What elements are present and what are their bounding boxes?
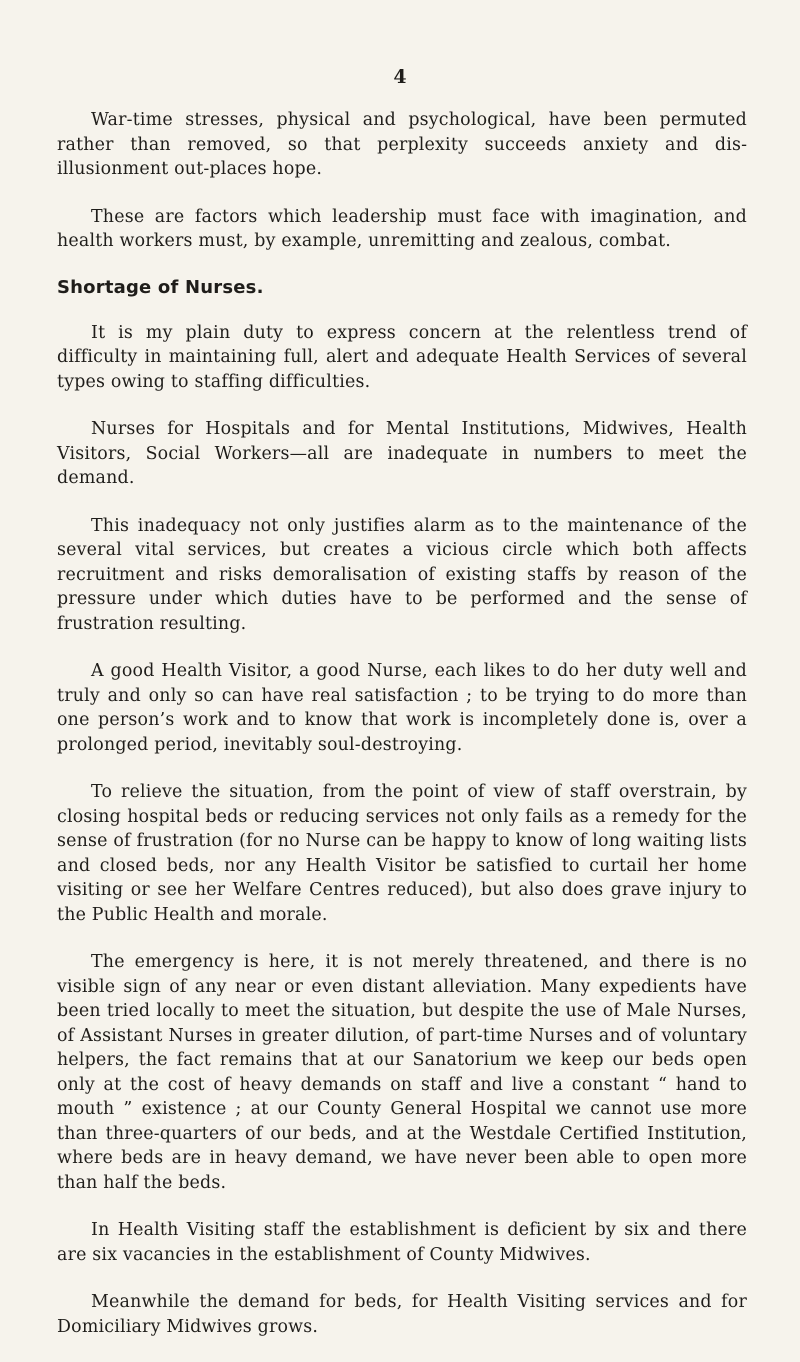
intro-paragraph-2: These are factors which leadership must face with imagination, and health workers must, by example, unremitting and zealous, combat. xyxy=(57,206,747,251)
section-heading: Shortage of Nurses. xyxy=(57,276,264,298)
section-paragraph-8: Meanwhile the demand for beds, for Health Visiting services and for Domiciliary Midwives grows. xyxy=(57,1292,747,1337)
page-content xyxy=(57,108,747,1362)
section-paragraph-7: In Health Visiting staff the establishment is deficient by six and there are six vacancies in the establishment of County Midwives. xyxy=(57,1220,747,1265)
section-paragraph-1: It is my plain duty to express concern at the relentless trend of difficulty in maintaining full, alert and adequate Health Services of several types owing to staffing difficulties. xyxy=(57,322,747,392)
section-paragraph-5: To relieve the situation, from the point of view of staff overstrain, by closing hospital beds or reducing services not only fails as a remedy for the sense of frustration (for no Nurse can be happy to know of long waiting lists and closed beds, nor any Health Visitor be satisfied to curtail her home visiting or see her Welfare Centres reduced), but also does grave injury to the Public Health and morale. xyxy=(57,782,747,925)
section-paragraph-4: A good Health Visitor, a good Nurse, each likes to do her duty well and truly and only so can have real satisfaction ; to be trying to do more than one person’s work and to know that work is incompletely done is, over a prolonged period, inevitably soul-destroying. xyxy=(57,661,747,755)
intro-paragraph-1: War-time stresses, physical and psychological, have been permuted rather than removed, so that perplexity succeeds anxiety and disillusionment out-places hope. xyxy=(57,110,747,179)
page-number: 4 xyxy=(393,66,407,88)
section-paragraph-6: The emergency is here, it is not merely threatened, and there is no visible sign of any near or even distant alleviation. Many expedients have been tried locally to meet the situation, but despite the use of Male Nurses, of Assistant Nurses in greater dilution, of part-time Nurses and of voluntary helpers, the fact remains that at our Sanatorium we keep our beds open only at the cost of heavy demands on staff and live a constant “ hand to mouth ” existence ; at our County General Hospital we cannot use more than three-quarters of our beds, and at the Westdale Certified Institution, where beds are in heavy demand, we have never been able to open more than half the beds. xyxy=(57,952,747,1193)
section-paragraph-2: Nurses for Hospitals and for Mental Institutions, Midwives, Health Visitors, Social Workers—all are inadequate in numbers to meet the demand. xyxy=(57,419,747,488)
section-paragraph-3: This inadequacy not only justifies alarm as to the maintenance of the several vital services, but creates a vicious circle which both affects recruitment and risks demoralisation of existing staffs by reason of the pressure under which duties have to be performed and the sense of frustration resulting. xyxy=(57,515,747,634)
